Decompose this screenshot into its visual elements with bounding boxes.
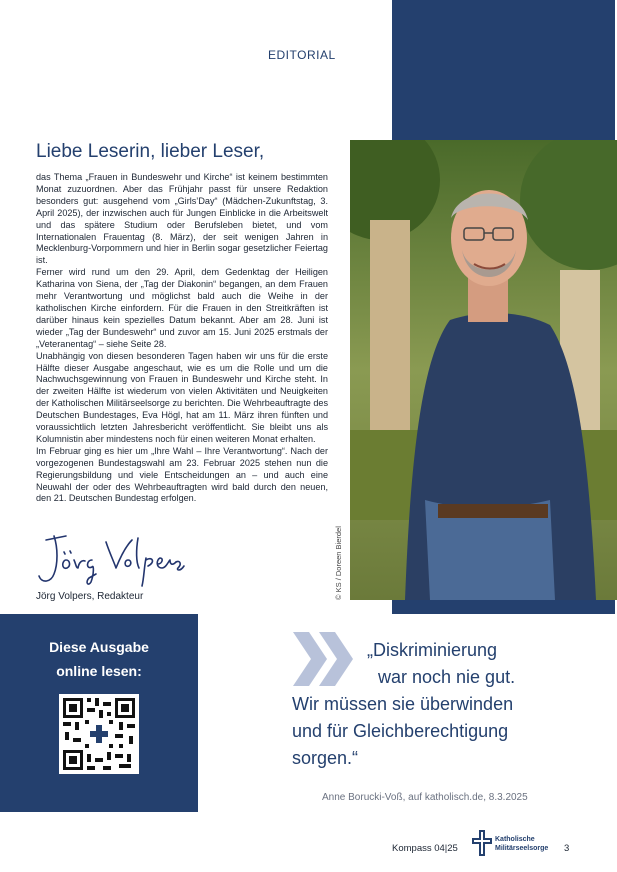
logo-text-line1: Katholische <box>495 836 535 843</box>
quote-chevrons-icon <box>293 632 357 686</box>
header-color-block <box>392 0 615 140</box>
editorial-greeting: Liebe Leserin, lieber Leser, <box>36 141 265 162</box>
editorial-body <box>36 172 328 505</box>
editorial-paragraph: das Thema „Frauen in Bundeswehr und Kirche“ ist keinem bestimmten Monat zuzuordnen. Aber das Frühjahr passt für unsere Redaktion besonders gut: ausgehend vom „Girls’Day“ (Mädchen-Zukunftstag, 3. April 2025), der inzwischen auch für Jungen Einblicke in die Arbeitswelt und das spätere Studium oder Berufsleben bietet, und vom Internationalen Frauentag (8. März), der seit wenigen Jahren in Mecklenburg-Vorpommern und hier in Berlin sogar gesetzlicher Feiertag ist. <box>36 172 328 266</box>
quote-source: Anne Borucki-Voß, auf katholisch.de, 8.3.2025 <box>322 792 528 803</box>
editorial-paragraph: Im Februar ging es hier um „Ihre Wahl – Ihre Verantwortung“. Nach der vorgezogenen Bundestagswahl am 23. Februar 2025 stehen nun die Regierungsbildung und viele Entscheidungen an – und auch eine Neuwahl der oder des Wehrbeauftragten wird bald durch den neuen, den 21. Deutschen Bundestag erfolgen. <box>36 445 328 504</box>
qr-code[interactable] <box>59 694 139 774</box>
quote-line: und für Gleichberechtigung <box>292 721 509 741</box>
page-number: 3 <box>564 843 570 854</box>
issue-label: Kompass 04|25 <box>392 843 458 854</box>
online-heading-line2: online lesen: <box>56 663 142 679</box>
quote-line: sorgen.“ <box>292 748 359 768</box>
quote-line: war noch nie gut. <box>378 667 516 687</box>
online-heading-line1: Diese Ausgabe <box>49 639 149 655</box>
handwritten-signature <box>36 530 186 588</box>
author-photo <box>350 140 617 600</box>
quote-line: „Diskriminierung <box>367 640 498 660</box>
editorial-paragraph: Unabhängig von diesen besonderen Tagen haben wir uns für die erste Hälfte dieser Ausgabe angeschaut, wie es um die Rolle und um die Nachwuchsgewinnung von Frauen in Bundeswehr und Kirche steht. In der zweiten Hälfte ist wiederum von vielen Aktivitäten und Neuigkeiten der Katholischen Militärseelsorge zu berichten. Die Wehrbeauftragte des Deutschen Bundestages, Eva Högl, hat am 11. März ihren fünften und voraussichtlich letzten Jahresbericht veröffentlicht. Sie bleibt uns als Kolumnistin aber mindestens noch für einen weiteren Monat erhalten. <box>36 350 328 444</box>
editorial-paragraph: Ferner wird rund um den 29. April, dem Gedenktag der Heiligen Katharina von Siena, der „Tag der Diakonin“ begangen, an dem Frauen mehr Verantwortung und möglichst bald auch die Weihe in der katholischen Kirche einfordern. Für die Frauen in den Streitkräften ist darüber hinaus kein spezielles Datum bekannt. Aber am 28. Juni ist wieder „Tag der Bundeswehr“ und zuvor am 15. Juni 2025 erstmals der „Veteranentag“ – siehe Seite 28. <box>36 267 328 349</box>
cross-logo-icon <box>472 830 492 856</box>
quote-line: Wir müssen sie überwinden <box>292 694 514 714</box>
section-label: EDITORIAL <box>268 48 336 62</box>
photo-credit: © KS / Doreen Bierdel <box>334 526 343 600</box>
logo-text-line2: Militärseelsorge <box>495 845 549 852</box>
author-line: Jörg Volpers, Redakteur <box>36 591 144 602</box>
photo-accent-bar <box>392 600 615 614</box>
